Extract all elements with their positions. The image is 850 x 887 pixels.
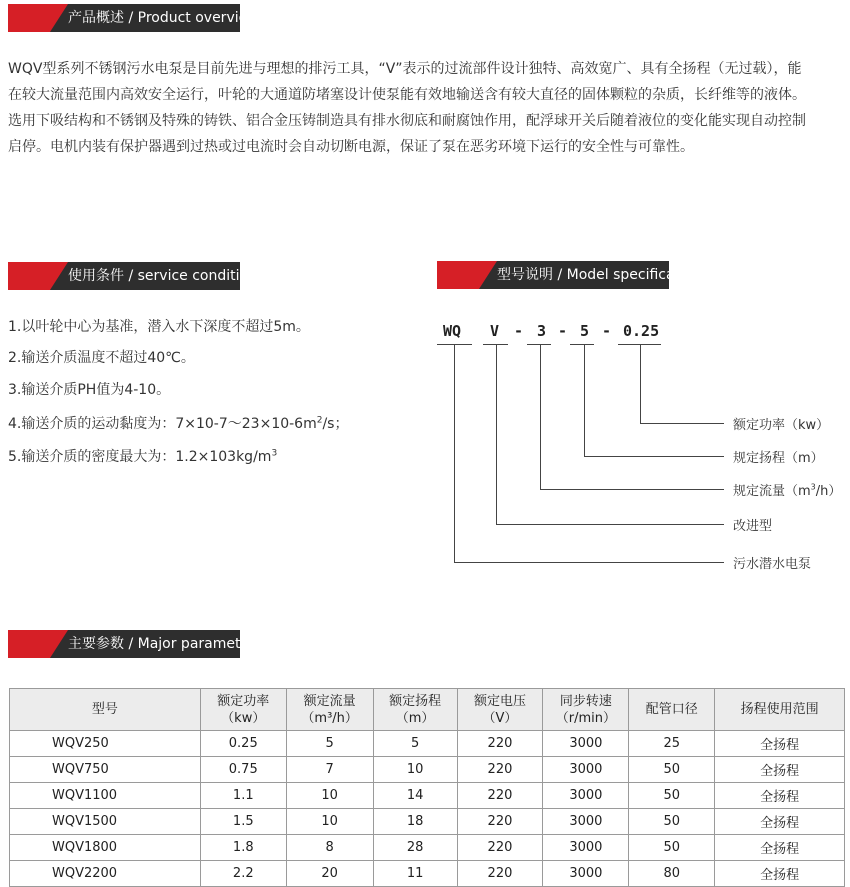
cell-voltage: 220 [457, 861, 543, 887]
cell-model: WQV750 [10, 757, 201, 783]
model-section-header [437, 261, 702, 289]
condition-text: /s； [322, 416, 349, 432]
condition-item: 2.输送介质温度不超过40℃。 [8, 350, 195, 366]
overview-section-title: 产品概述 / Product overview [68, 10, 259, 26]
params-section-title: 主要参数 / Major parameter [68, 636, 255, 652]
header-head: 额定扬程 （m） [373, 689, 457, 731]
cell-speed: 3000 [543, 783, 629, 809]
label-head: 规定扬程（m） [733, 451, 824, 466]
cell-pipe: 80 [629, 861, 715, 887]
code-power: 0.25 [623, 322, 660, 340]
condition-text: 5.输送介质的密度最大为：1.2×103kg/m [8, 449, 272, 465]
cell-voltage: 220 [457, 783, 543, 809]
cell-range: 全扬程 [715, 835, 845, 861]
cell-speed: 3000 [543, 757, 629, 783]
code-head: 5 [580, 322, 590, 340]
header-model: 型号 [10, 689, 201, 731]
label-improved: 改进型 [733, 519, 773, 534]
table-row [10, 783, 845, 809]
cell-range: 全扬程 [715, 861, 845, 887]
cell-flow: 8 [286, 835, 373, 861]
cell-pipe: 50 [629, 809, 715, 835]
connector-line [584, 456, 724, 457]
table-header-row [10, 689, 845, 731]
params-section-header [8, 630, 255, 658]
cell-flow: 7 [286, 757, 373, 783]
cell-flow: 10 [286, 783, 373, 809]
cell-power: 0.75 [200, 757, 286, 783]
label-flow-text: /h） [815, 484, 842, 499]
connector-line [454, 562, 724, 563]
table-row [10, 731, 845, 757]
cell-pipe: 50 [629, 757, 715, 783]
connector-line [496, 524, 724, 525]
cell-voltage: 220 [457, 757, 543, 783]
code-dash: - [558, 322, 568, 340]
table-row [10, 809, 845, 835]
parameter-table [9, 688, 845, 887]
label-pump: 污水潜水电泵 [733, 557, 812, 572]
cell-model: WQV1800 [10, 835, 201, 861]
conditions-section-title: 使用条件 / service conditions [68, 268, 265, 284]
overview-paragraph [8, 56, 838, 160]
overview-line: 启停。电机内装有保护器遇到过热或过电流时会自动切断电源，保证了泵在恶劣环境下运行的安全性与可靠性。 [8, 139, 694, 155]
cell-model: WQV2200 [10, 861, 201, 887]
header-voltage: 额定电压 （V） [457, 689, 543, 731]
code-dash: - [602, 322, 612, 340]
connector-line [640, 423, 724, 424]
table-row [10, 835, 845, 861]
cell-speed: 3000 [543, 809, 629, 835]
condition-superscript: 3 [271, 448, 278, 459]
cell-pipe: 25 [629, 731, 715, 757]
cell-speed: 3000 [543, 731, 629, 757]
cell-power: 2.2 [200, 861, 286, 887]
header-pipe: 配管口径 [629, 689, 715, 731]
code-dash: - [514, 322, 524, 340]
connector-line [640, 344, 641, 423]
table-row [10, 757, 845, 783]
connector-line [496, 344, 497, 524]
cell-power: 1.8 [200, 835, 286, 861]
cell-flow: 5 [286, 731, 373, 757]
cell-range: 全扬程 [715, 783, 845, 809]
header-range: 扬程使用范围 [715, 689, 845, 731]
header-flow: 额定流量 （m³/h） [286, 689, 373, 731]
connector-line [454, 344, 455, 562]
code-flow: 3 [537, 322, 547, 340]
label-flow-superscript: 3 [810, 482, 816, 492]
cell-pipe: 50 [629, 783, 715, 809]
cell-head: 10 [373, 757, 457, 783]
cell-model: WQV1500 [10, 809, 201, 835]
table-body [10, 731, 845, 887]
cell-voltage: 220 [457, 731, 543, 757]
condition-item [8, 413, 348, 433]
overview-line: 在较大流量范围内高效安全运行，叶轮的大通道防堵塞设计使泵能有效地输送含有较大直径的固体颗粒的杂质，长纤维等的液体。 [8, 87, 806, 103]
condition-superscript: 2 [316, 415, 323, 426]
condition-item [8, 446, 277, 466]
code-v: V [490, 322, 500, 340]
cell-power: 1.5 [200, 809, 286, 835]
connector-line [584, 344, 585, 456]
connector-line [540, 344, 541, 489]
cell-range: 全扬程 [715, 731, 845, 757]
label-power: 额定功率（kw） [733, 418, 830, 433]
header-speed: 同步转速 （r/min） [543, 689, 629, 731]
condition-item: 1.以叶轮中心为基准，潜入水下深度不超过5m。 [8, 319, 310, 335]
overview-line: WQV型系列不锈钢污水电泵是目前先进与理想的排污工具，“V”表示的过流部件设计独特、高效宽广、具有全扬程（无过载），能 [8, 61, 802, 77]
label-flow [733, 480, 841, 499]
cell-pipe: 50 [629, 835, 715, 861]
condition-item: 3.输送介质PH值为4-10。 [8, 382, 171, 398]
condition-text: 4.输送介质的运动黏度为：7×10-7～23×10-6m [8, 416, 317, 432]
connector-line [540, 489, 724, 490]
cell-head: 28 [373, 835, 457, 861]
code-underline [570, 344, 594, 345]
conditions-section-header [8, 262, 265, 290]
code-wq: WQ [443, 322, 462, 340]
cell-head: 5 [373, 731, 457, 757]
overview-line: 选用下吸结构和不锈钢及特殊的铸铁、铝合金压铸制造具有排水彻底和耐腐蚀作用，配浮球开关后随着液位的变化能实现自动控制 [8, 113, 806, 129]
code-underline [527, 344, 551, 345]
cell-model: WQV250 [10, 731, 201, 757]
cell-speed: 3000 [543, 835, 629, 861]
cell-power: 1.1 [200, 783, 286, 809]
cell-head: 18 [373, 809, 457, 835]
model-section-title: 型号说明 / Model specification [497, 267, 702, 283]
cell-range: 全扬程 [715, 809, 845, 835]
header-power: 额定功率 （kw） [200, 689, 286, 731]
cell-speed: 3000 [543, 861, 629, 887]
label-flow-text: 规定流量（m [733, 484, 811, 499]
cell-voltage: 220 [457, 835, 543, 861]
overview-section-header [8, 4, 259, 32]
cell-head: 14 [373, 783, 457, 809]
cell-flow: 10 [286, 809, 373, 835]
cell-voltage: 220 [457, 809, 543, 835]
cell-power: 0.25 [200, 731, 286, 757]
cell-flow: 20 [286, 861, 373, 887]
cell-range: 全扬程 [715, 757, 845, 783]
cell-head: 11 [373, 861, 457, 887]
cell-model: WQV1100 [10, 783, 201, 809]
